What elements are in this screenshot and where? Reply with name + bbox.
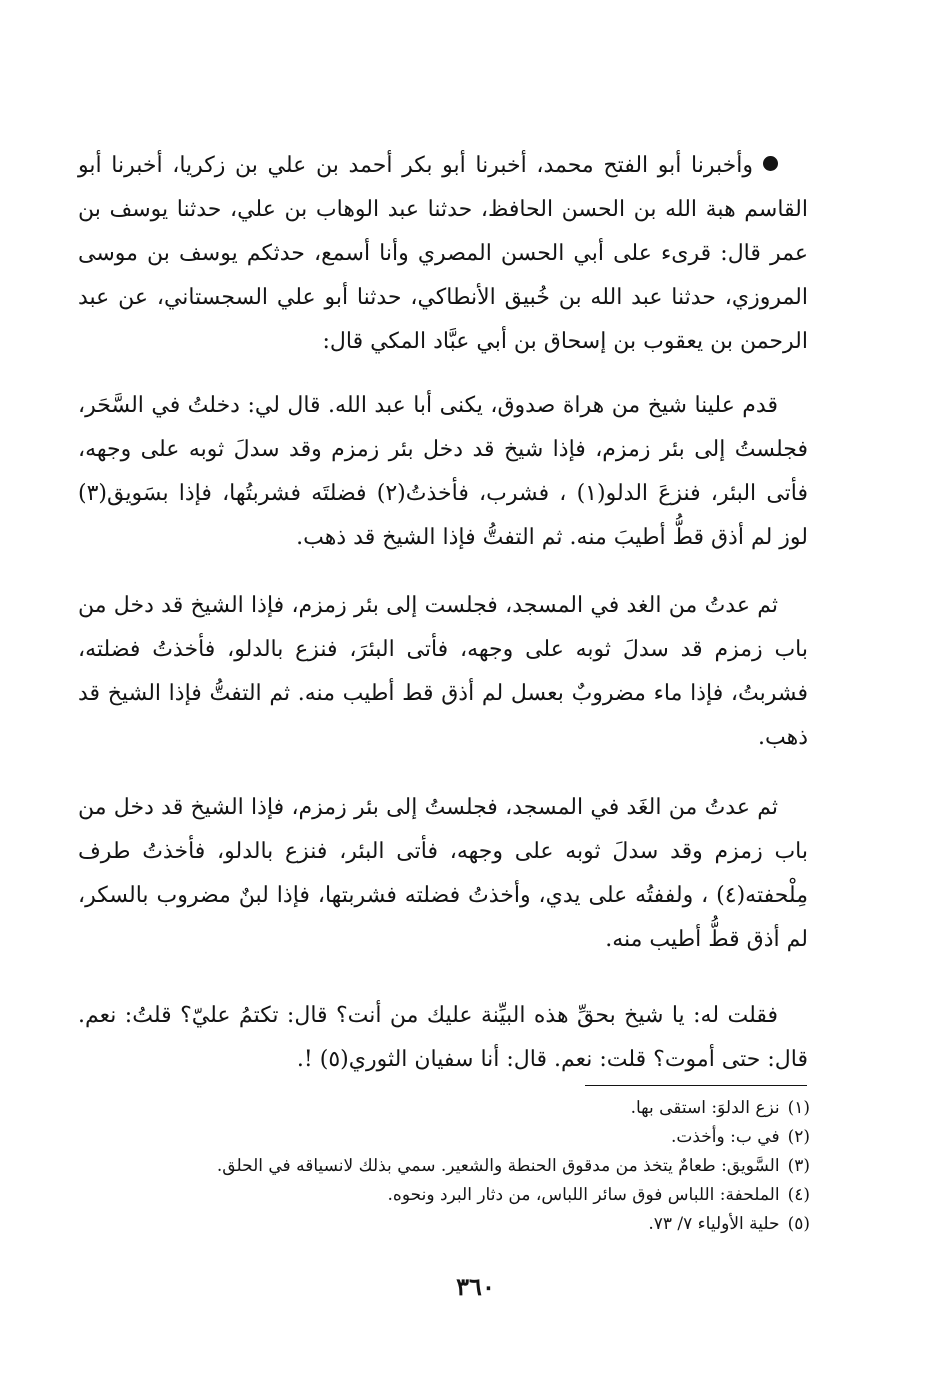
- footnote-number: (٥): [787, 1214, 810, 1234]
- paragraph-dialogue: [78, 994, 808, 1082]
- paragraph-text: فقلت له: يا شيخ بحقِّ هذه البيِّنة عليك من أنت؟ قال: تكتمُ عليّ؟ قلتُ: نعم. قال: حتى أموت؟ قلت: نعم. قال: أنا سفيان الثوري(٥) !.: [78, 1003, 808, 1072]
- footnote-4: [78, 1181, 810, 1210]
- footnote-text: نزع الدلوَ: استقى بها.: [630, 1098, 780, 1118]
- footnote-number: (٢): [787, 1127, 810, 1147]
- paragraph-first-visit: [78, 384, 808, 560]
- paragraph-third-visit: [78, 786, 808, 962]
- footnote-number: (٤): [787, 1185, 810, 1205]
- paragraph-text: ثم عدتُ من الغد في المسجد، فجلست إلى بئر زمزم، فإذا الشيخ قد دخل من باب زمزم قد سدلَ ثوبه على وجهه، فأتى البئرَ، فنزع بالدلو، فأخذتُ فضلته، فشربتُ، فإذا ماء مضروبٌ بعسل لم أذق قط أطيب منه. ثم التفتُّ فإذا الشيخ قد ذهب.: [78, 593, 808, 750]
- paragraph-text: وأخبرنا أبو الفتح محمد، أخبرنا أبو بكر أحمد بن علي بن زكريا، أخبرنا أبو القاسم هبة الله بن الحسن الحافظ، حدثنا عبد الوهاب بن علي، حدثنا يوسف بن عمر قال: قرىء على أبي الحسن المصري وأنا أسمع، حدثكم يوسف بن موسى المروزي، حدثنا عبد الله بن خُبيق الأنطاكي، حدثنا أبو علي السجستاني، عن عبد الرحمن بن يعقوب بن إسحاق بن أبي عبَّاد المكي قال:: [78, 153, 808, 354]
- paragraph-second-visit: [78, 584, 808, 760]
- footnote-3: [78, 1152, 810, 1181]
- footnote-divider: [585, 1085, 807, 1086]
- footnotes: [78, 1094, 810, 1239]
- paragraph-text: ثم عدتُ من الغَد في المسجد، فجلستُ إلى بئر زمزم، فإذا الشيخ قد دخل من باب زمزم وقد سدلَ ثوبه على وجهه، فأتى البئر، فنزع بالدلو، فأخذتُ طرف مِلْحفته(٤) ، ولففتُه على يدي، وأخذتُ فضلته فشربتها، فإذا لبنٌ مضروب بالسكر، لم أذق قطُّ أطيب منه.: [78, 795, 808, 952]
- footnote-number: (٣): [787, 1156, 810, 1176]
- footnote-5: [78, 1210, 810, 1239]
- footnote-number: (١): [787, 1098, 810, 1118]
- footnote-text: السَّويق: طعامٌ يتخذ من مدقوق الحنطة والشعير. سمي بذلك لانسياقه في الحلق.: [216, 1156, 780, 1176]
- paragraph-isnad: [78, 144, 808, 364]
- footnote-text: الملحفة: اللباس فوق سائر اللباس، من دثار البرد ونحوه.: [387, 1185, 780, 1205]
- footnote-text: في ب: وأخذت.: [670, 1127, 780, 1147]
- paragraph-text: قدم علينا شيخ من هراة صدوق، يكنى أبا عبد الله. قال لي: دخلتُ في السَّحَر، فجلستُ إلى بئر زمزم، فإذا شيخ قد دخل بئر زمزم وقد سدلَ ثوبه على وجهه، فأتى البئر، فنزعَ الدلو(١) ، فشرب، فأخذتُ(٢) فضلتَه فشربتُها، فإذا بسَويق(٣) لوز لم أذق قطُّ أطيبَ منه. ثم التفتُّ فإذا الشيخ قد ذهب.: [78, 393, 808, 550]
- bullet-icon: [763, 156, 778, 171]
- footnote-1: [78, 1094, 810, 1123]
- footnote-text: حلية الأولياء ٧/ ٧٣.: [648, 1214, 780, 1234]
- footnote-2: [78, 1123, 810, 1152]
- page-number: ٣٦٠: [456, 1272, 495, 1301]
